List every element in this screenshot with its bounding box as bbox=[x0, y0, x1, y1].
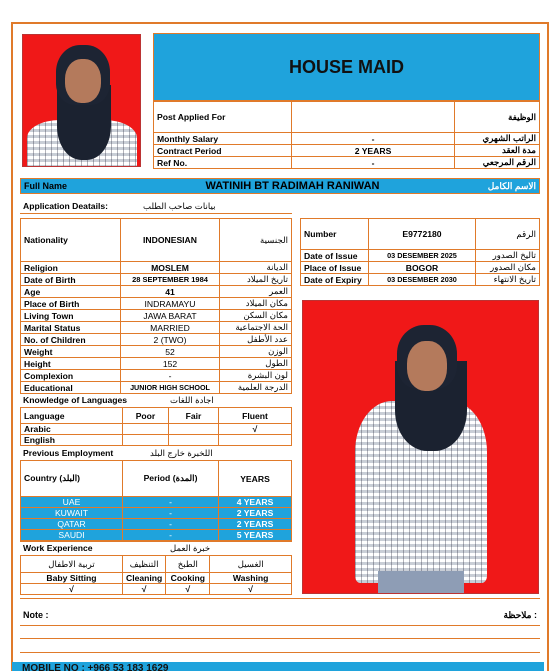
work-experience-title: Work Experience خبرة العمل bbox=[23, 543, 211, 553]
note-line-2 bbox=[20, 638, 540, 639]
employment-title: Previous Employment اللخبرة خارج البلد bbox=[23, 448, 213, 458]
mobile-number: MOBILE NO : +966 53 183 1629 bbox=[12, 662, 544, 671]
note-label-ar: ملاحظة : bbox=[503, 610, 537, 620]
full-name-value: WATINIH BT RADIMAH RANIWAN bbox=[205, 180, 380, 192]
personal-info-table: Nationality INDONESIAN الجنسية Religion MOSLEM الديانة Date of Birth 28 SEPTEMBER 1984 تاريخ الميلاد Age 41 العمر Place of Birth INDRAMAYU مكان الميلاد Living Town JAWA BARAT مكان السكن Marital Status MARRIED الحة الاجتماعية No. of Children 2 (TWO) عدد الأطفل Weight 52 الوزن Height 152 الطول Complexion - لون البشرة Educational JUNIOR HIGH SCHOOL الدرجة العلمية bbox=[20, 218, 292, 394]
job-title: HOUSE MAID bbox=[153, 33, 540, 101]
note-row bbox=[20, 610, 540, 624]
employment-table: Country (البلد) Period (المدة) YEARS UAE - 4 YEARS KUWAIT - 2 YEARS QATAR - 2 YEARS SAUDI - 5 YEARS bbox=[20, 460, 292, 542]
full-name-ar: الاسم الكامل bbox=[487, 180, 536, 191]
passport-table: Number E9772180 الرقم Date of Issue 03 DESEMBER 2025 تاليخ الصدور Place of Issue BOGOR مكان الصدور Date of Expiry 03 DESEMBER 2030 تاريخ الانتهاء bbox=[300, 218, 540, 286]
note-line-1 bbox=[20, 625, 540, 626]
full-body-photo bbox=[302, 300, 539, 594]
portrait-photo bbox=[22, 34, 141, 167]
full-name-row bbox=[20, 178, 540, 194]
languages-table: Language Poor Fair Fluent Arabic √ English bbox=[20, 407, 292, 446]
full-name-label: Full Name bbox=[24, 181, 68, 191]
note-label: Note : bbox=[23, 610, 49, 620]
job-info-table: Post Applied For الوظيفة Monthly Salary - الراتب الشهري Contract Period 2 YEARS مدة العقد Ref No. - الرقم المرجعي bbox=[153, 101, 540, 169]
languages-title: Knowledge of Languages اجادة اللغات bbox=[23, 395, 214, 405]
note-divider-top bbox=[20, 598, 540, 599]
application-details: Application Deatails: بيانات صاحب الطلب bbox=[20, 199, 292, 214]
work-experience-table: تربية الاطفال التنظيف الطبخ الغسيل Baby Sitting Cleaning Cooking Washing √ √ √ √ bbox=[20, 555, 292, 595]
note-line-3 bbox=[20, 652, 540, 653]
